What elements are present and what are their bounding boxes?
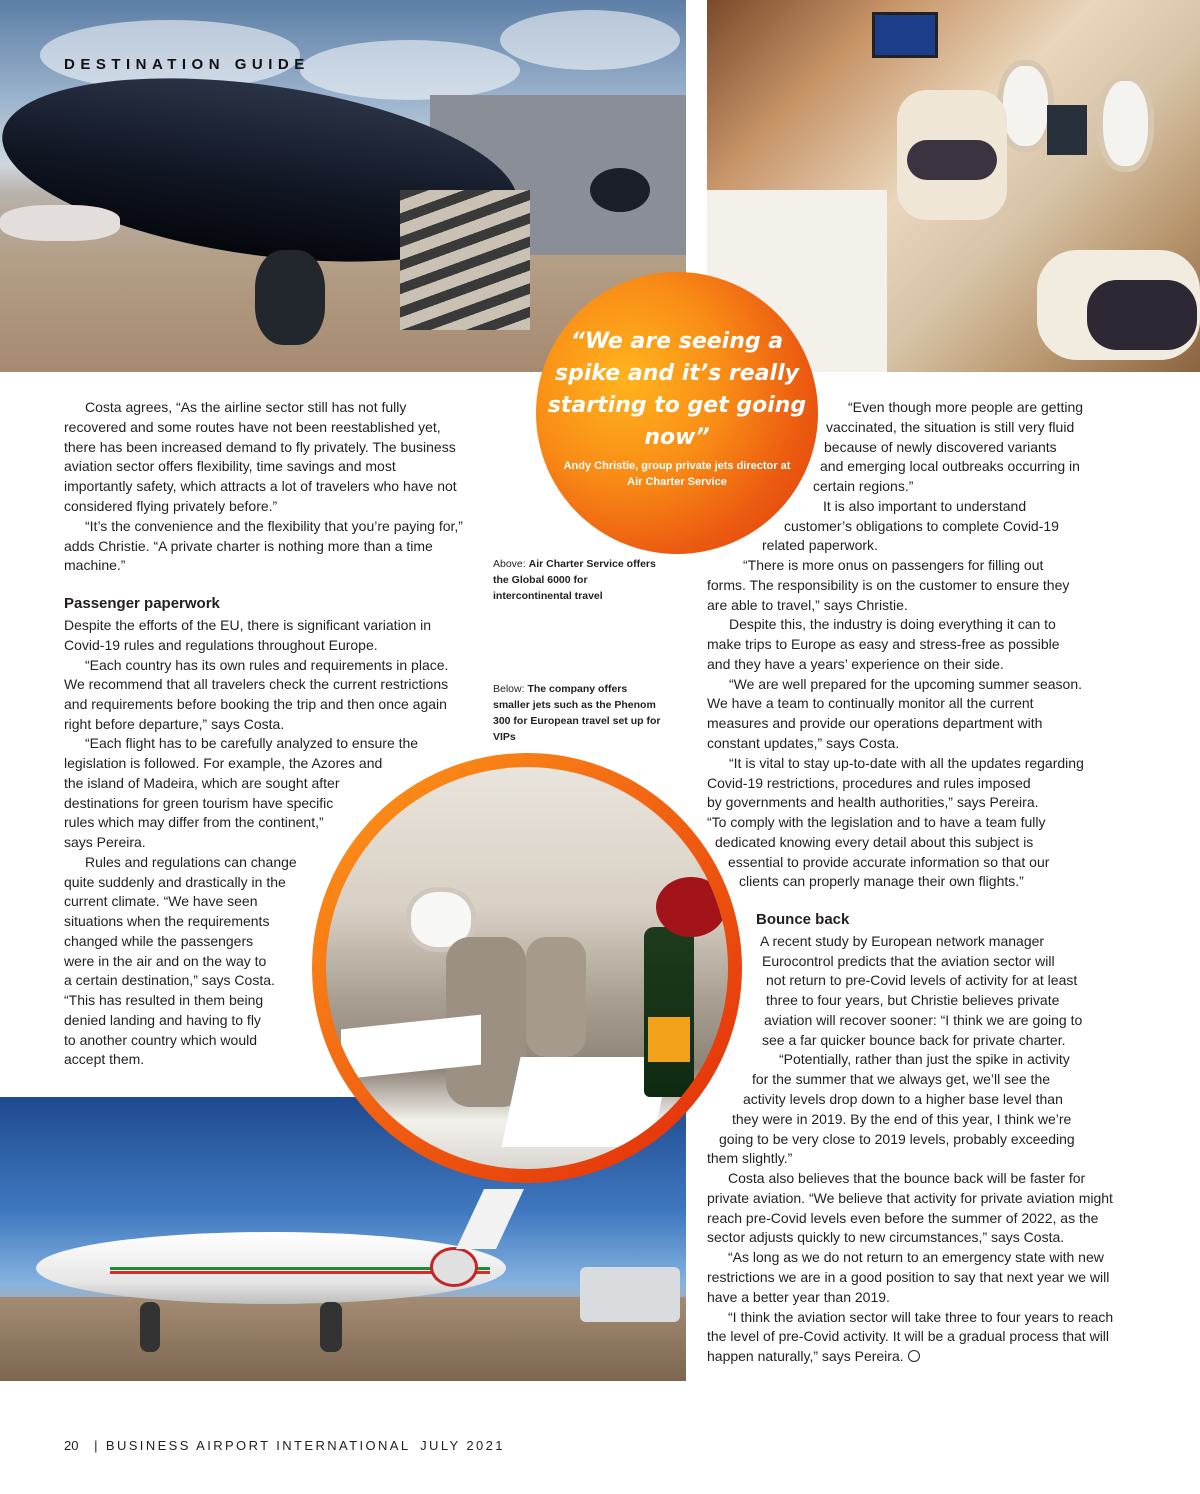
col1-paragraph: Despite the efforts of the EU, there is significant variation in Covid-19 rules and regulations throughout Europe. xyxy=(64,617,432,653)
heading-passenger-paperwork: Passenger paperwork xyxy=(64,595,220,612)
col1-line: the island of Madeira, which are sought after xyxy=(64,775,340,791)
col2-line: clients can properly manage their own flights.” xyxy=(739,873,1024,889)
col2-line: dedicated knowing every detail about this subject is xyxy=(715,834,1034,850)
col1-line: “This has resulted in them being xyxy=(64,992,264,1008)
col2-line: not return to pre-Covid levels of activity for at least xyxy=(766,972,1078,988)
col1-paragraph: “It’s the convenience and the flexibility that you’re paying for,” adds Christie. “A private charter is nothing more than a time machine.” xyxy=(64,517,463,574)
col2-line: see a far quicker bounce back for private charter. xyxy=(762,1032,1066,1048)
caption-below-text: The company offers smaller jets such as the Phenom 300 for European travel set up for VIPs xyxy=(493,683,661,743)
col2-line: they were in 2019. By the end of this year, I think we’re xyxy=(732,1111,1072,1127)
col2-paragraph xyxy=(707,1308,1119,1367)
col2-line: going to be very close to 2019 levels, probably exceeding xyxy=(719,1131,1075,1147)
col1-line: denied landing and having to fly xyxy=(64,1012,261,1028)
col2-line: “It is vital to stay up-to-date with all the updates regarding xyxy=(729,755,1084,771)
col2-line: “There is more onus on passengers for filling out xyxy=(743,557,1044,573)
col1-intro xyxy=(64,398,466,576)
col2-line: measures and provide our operations department with xyxy=(707,715,1043,731)
col1-line: destinations for green tourism have specific xyxy=(64,795,334,811)
caption-above xyxy=(493,556,663,604)
col2-line: are able to travel,” says Christie. xyxy=(707,597,908,613)
col1-line: accept them. xyxy=(64,1051,145,1067)
col2-line: because of newly discovered variants xyxy=(824,439,1057,455)
col2-line: aviation will recover sooner: “I think we are going to xyxy=(764,1012,1083,1028)
col2-line: constant updates,” says Costa. xyxy=(707,735,900,751)
heading-bounce-back: Bounce back xyxy=(756,911,850,928)
col2-line: activity levels drop down to a higher base level than xyxy=(743,1091,1063,1107)
col2-line: related paperwork. xyxy=(762,537,878,553)
col2-final-text: “I think the aviation sector will take three to four years to reach the level of pre-Covid activity. It will be a gradual process that will happen naturally,” says Pereira. xyxy=(707,1308,1114,1365)
col2-paragraph: Costa also believes that the bounce back will be faster for private aviation. “We believe that activity for private aviation might reach pre-Covid levels even before the summer of 2022, as the sector adjusts quickly to new circumstances,” says Costa. xyxy=(707,1170,1113,1246)
col1-line: current climate. “We have seen xyxy=(64,893,258,909)
col1-line: says Pereira. xyxy=(64,834,146,850)
issue-date: JULY 2021 xyxy=(420,1438,505,1453)
caption-below-prefix: Below: xyxy=(493,683,528,695)
col2-line: by governments and health authorities,” says Pereira. xyxy=(707,794,1039,810)
col1-paragraph: “Each country has its own rules and requirements in place. We recommend that all travelers check the current restrictions and requirements before booking the trip and then once again right before departure,” says Costa. xyxy=(64,656,449,732)
pull-quote-attribution: Andy Christie, group private jets director at Air Charter Service xyxy=(563,460,791,488)
col2-line: customer’s obligations to complete Covid-19 xyxy=(784,518,1059,534)
col2-paragraph: “As long as we do not return to an emergency state with new restrictions we are in a good position to say that next year we will have a better year than 2019. xyxy=(707,1249,1110,1305)
col1-section xyxy=(64,616,466,735)
col1-line: “Each flight has to be carefully analyzed to ensure the xyxy=(85,735,419,751)
col2-line: “We are well prepared for the upcoming summer season. xyxy=(729,676,1083,692)
col1-paragraph: Costa agrees, “As the airline sector still has not fully recovered and some routes have not been reestablished yet, there has been increased demand to fly privately. The business aviation sector offers flexibility, time savings and most importantly safety, which attracts a lot of travelers who have not considered flying privately before.” xyxy=(64,399,457,514)
col2-line: “Even though more people are getting xyxy=(848,399,1084,415)
col2-line: three to four years, but Christie believes private xyxy=(766,992,1060,1008)
col1-line: legislation is followed. For example, the Azores and xyxy=(64,755,383,771)
col2-line: them slightly.” xyxy=(707,1150,793,1166)
col1-line: changed while the passengers xyxy=(64,933,254,949)
col2-line: “Potentially, rather than just the spike in activity xyxy=(779,1051,1070,1067)
col2-line: It is also important to understand xyxy=(823,498,1027,514)
caption-below xyxy=(493,681,663,745)
col1-line: to another country which would xyxy=(64,1032,257,1048)
col2-line: certain regions.” xyxy=(813,478,914,494)
pull-quote-text: “We are seeing a spike and it’s really starting to get going now” xyxy=(547,329,807,450)
col2-line: vaccinated, the situation is still very fluid xyxy=(826,419,1075,435)
col2-line: and they have a years’ experience on their side. xyxy=(707,656,1004,672)
phenom-300-interior-photo xyxy=(312,753,742,1183)
col2-closing xyxy=(707,1169,1119,1367)
col2-line: Eurocontrol predicts that the aviation sector will xyxy=(762,953,1055,969)
caption-above-prefix: Above: xyxy=(493,558,529,570)
col2-line: make trips to Europe as easy and stress-free as possible xyxy=(707,636,1060,652)
col1-line: were in the air and on the way to xyxy=(64,953,267,969)
col2-line: essential to provide accurate information so that our xyxy=(728,854,1050,870)
page-number: 20 xyxy=(64,1438,79,1453)
page-footer xyxy=(64,1438,505,1453)
col2-line: and emerging local outbreaks occurring in xyxy=(820,458,1080,474)
col2-line: forms. The responsibility is on the customer to ensure they xyxy=(707,577,1070,593)
publication-name: | BUSINESS AIRPORT INTERNATIONAL xyxy=(94,1438,411,1453)
col1-line: quite suddenly and drastically in the xyxy=(64,874,286,890)
col2-line: A recent study by European network manager xyxy=(760,933,1045,949)
col1-line: Rules and regulations can change xyxy=(85,854,297,870)
global-6000-cabin-photo xyxy=(707,0,1200,372)
col2-line: for the summer that we always get, we’ll see the xyxy=(752,1071,1051,1087)
col2-line: “To comply with the legislation and to have a team fully xyxy=(707,814,1046,830)
col2-line: We have a team to continually monitor all the current xyxy=(707,695,1034,711)
col1-line: a certain destination,” says Costa. xyxy=(64,972,275,988)
col2-line: Covid-19 restrictions, procedures and rules imposed xyxy=(707,775,1031,791)
col1-line: situations when the requirements xyxy=(64,913,270,929)
end-of-article-circle-icon xyxy=(908,1350,920,1362)
section-kicker: DESTINATION GUIDE xyxy=(64,56,310,73)
col1-line: rules which may differ from the continent,” xyxy=(64,814,324,830)
col2-line: Despite this, the industry is doing everything it can to xyxy=(729,616,1056,632)
caption-above-text: Air Charter Service offers the Global 6000 for intercontinental travel xyxy=(493,558,656,602)
